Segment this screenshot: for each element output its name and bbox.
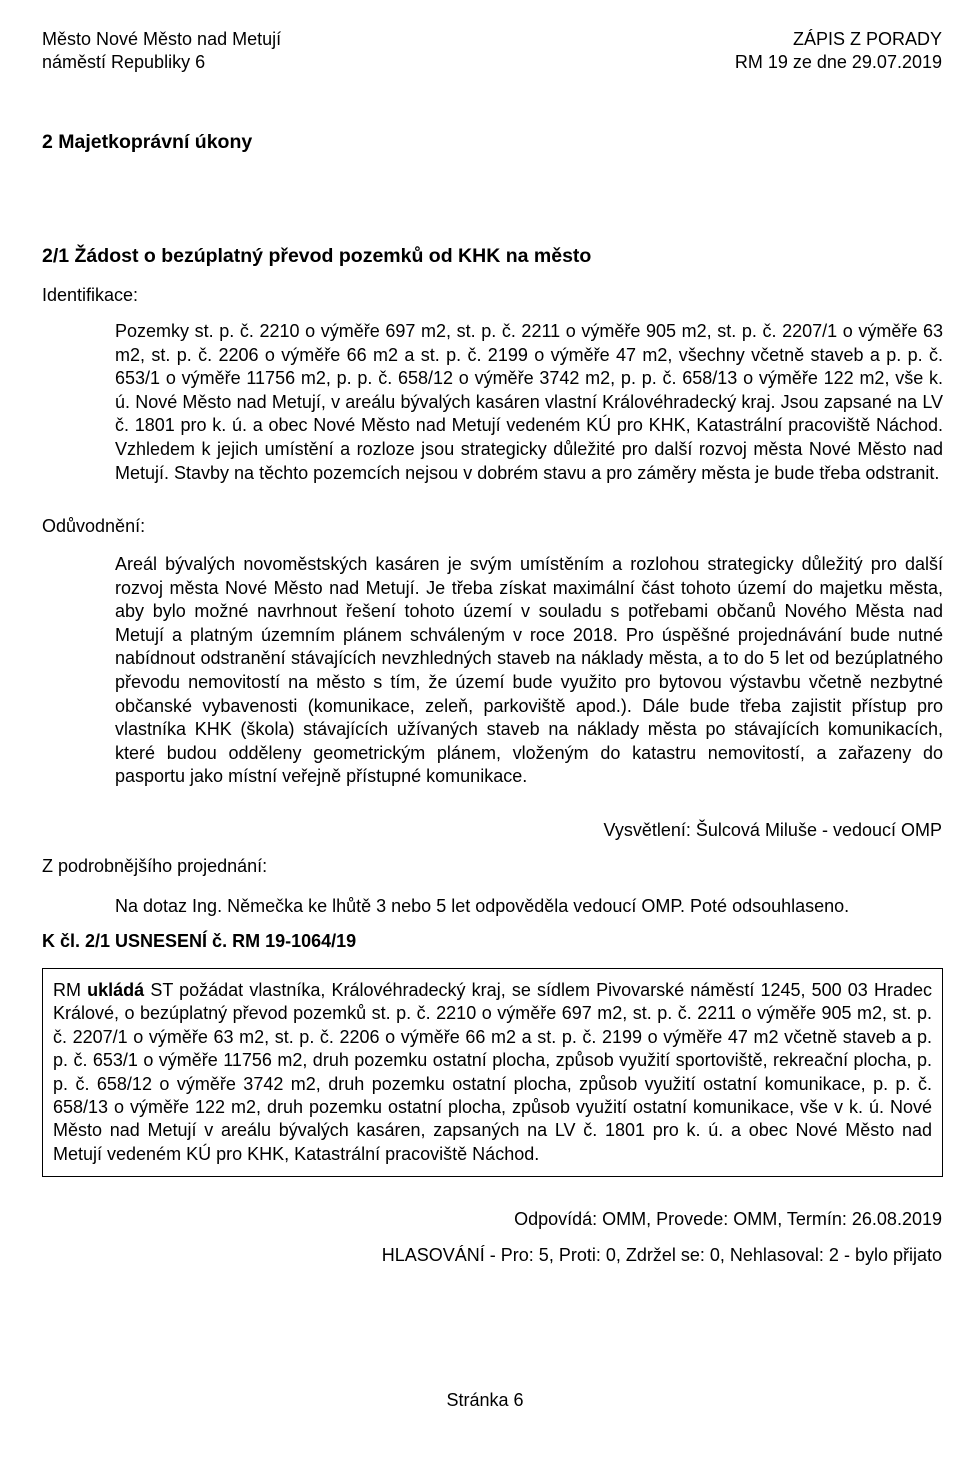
header-left: [42, 28, 281, 74]
explanation-line: Vysvětlení: Šulcová Miluše - vedoucí OMP: [603, 820, 942, 840]
meeting-reference: RM 19 ze dne 29.07.2019: [734, 52, 942, 72]
voting-line: HLASOVÁNÍ - Pro: 5, Proti: 0, Zdržel se: 0, Nehlasoval: 2 - bylo přijato: [381, 1245, 942, 1265]
resolution-prefix: RM: [53, 980, 81, 1000]
identification-label: Identifikace:: [42, 285, 139, 305]
justification-label: Odůvodnění:: [42, 516, 146, 536]
page-number: Stránka 6: [446, 1390, 524, 1410]
identification-paragraph: Pozemky st. p. č. 2210 o výměře 697 m2, st. p. č. 2211 o výměře 905 m2, st. p. č. 2207/1 o výměře 63 m2, st. p. č. 2206 o výměře 66 m2 a st. p. č. 2199 o výměře 47 m2, všechny včetně staveb a p. p. č. 653/1 o výměře 11756 m2, p. p. č. 658/12 o výměře 3742 m2, p. p. č. 658/13 o výměře 122 m2, vše k. ú. Nové Město nad Metují, v areálu bývalých kasáren vlastní Královéhradecký kraj. Jsou zapsané na LV č. 1801 pro k. ú. a obec Nové Město nad Metují vedeném KÚ pro KHK, Katastrální pracoviště Náchod. Vzhledem k jejich umístění a rozloze jsou strategicky důležité pro další rozvoj města Nové Město nad Metují. Stavby na těchto pozemcích nejsou v dobrém stavu a pro záměry města je bude třeba odstranit.: [115, 321, 943, 483]
item-title: 2/1 Žádost o bezúplatný převod pozemků od KHK na město: [42, 245, 592, 267]
header-right: [735, 28, 942, 74]
municipality-name: Město Nové Město nad Metují: [42, 29, 282, 49]
section-title: 2 Majetkoprávní úkony: [42, 131, 253, 153]
resolution-heading: K čl. 2/1 USNESENÍ č. RM 19-1064/19: [42, 931, 357, 951]
discussion-paragraph: Na dotaz Ing. Němečka ke lhůtě 3 nebo 5 let odpověděla vedoucí OMP. Poté odsouhlaseno.: [115, 896, 850, 916]
document-type: ZÁPIS Z PORADY: [792, 29, 942, 49]
resolution-verb: ukládá: [87, 980, 145, 1000]
responsibility-line: Odpovídá: OMM, Provede: OMM, Termín: 26.08.2019: [514, 1209, 942, 1229]
resolution-box: [42, 968, 943, 1177]
justification-paragraph: Areál bývalých novoměstských kasáren je svým umístěním a rozlohou strategicky důležitý pro další rozvoj města Nové Město nad Metují. Je třeba získat maximální část tohoto území do majetku města, aby bylo možné navrhnout řešení tohoto území v souladu s potřebami občanů Nového Města nad Metují a platným územním plánem schváleným v roce 2018. Pro úspěšné projednávání bude nutné nabídnout odstranění stávajících nevzhledných staveb na náklady města, a to do 5 let od bezúplatného převodu nemovitostí na město s tím, že území bude využito pro bytovou výstavbu včetně nezbytné občanské vybavenosti (komunikace, zeleň, parkoviště apod.). Dále bude třeba zajistit přístup pro vlastníka KHK (škola) stávajících užívaných staveb na náklady města po stávajících komunikacích, které budou odděleny geometrickým plánem, vloženým do katastru nemovitostí, a zařazeny do pasportu jako místní veřejně přístupné komunikace.: [115, 554, 943, 787]
justification-text: [115, 553, 943, 789]
identification-text: [115, 320, 943, 485]
municipality-address: náměstí Republiky 6: [42, 52, 206, 72]
discussion-text: [115, 895, 943, 919]
discussion-label: Z podrobnějšího projednání:: [42, 856, 268, 876]
resolution-text: ST požádat vlastníka, Královéhradecký kraj, se sídlem Pivovarské náměstí 1245, 500 03 Hradec Králové, o bezúplatný převod pozemků st. p. č. 2210 o výměře 697 m2, st. p. č. 2211 o výměře 905 m2, st. p. č. 2207/1 o výměře 63 m2, st. p. č. 2206 o výměře 66 m2 a st. p. č. 2199 o výměře 47 m2 včetně staveb a p. p. č. 653/1 o výměře 11756 m2, druh pozemku ostatní plocha, způsob využití sportoviště, rekreační plocha, p. p. č. 658/12 o výměře 3742 m2, druh pozemku ostatní plocha, způsob využití ostatní komunikace, p. p. č. 658/13 o výměře 122 m2, druh pozemku ostatní plocha, způsob využití ostatní komunikace, vše v k. ú. Nové Město nad Metují v areálu bývalých kasáren, zapsaných na LV č. 1801 pro k. ú. a obec Nové Město nad Metují vedeném KÚ pro KHK, Katastrální pracoviště Náchod.: [53, 980, 932, 1164]
